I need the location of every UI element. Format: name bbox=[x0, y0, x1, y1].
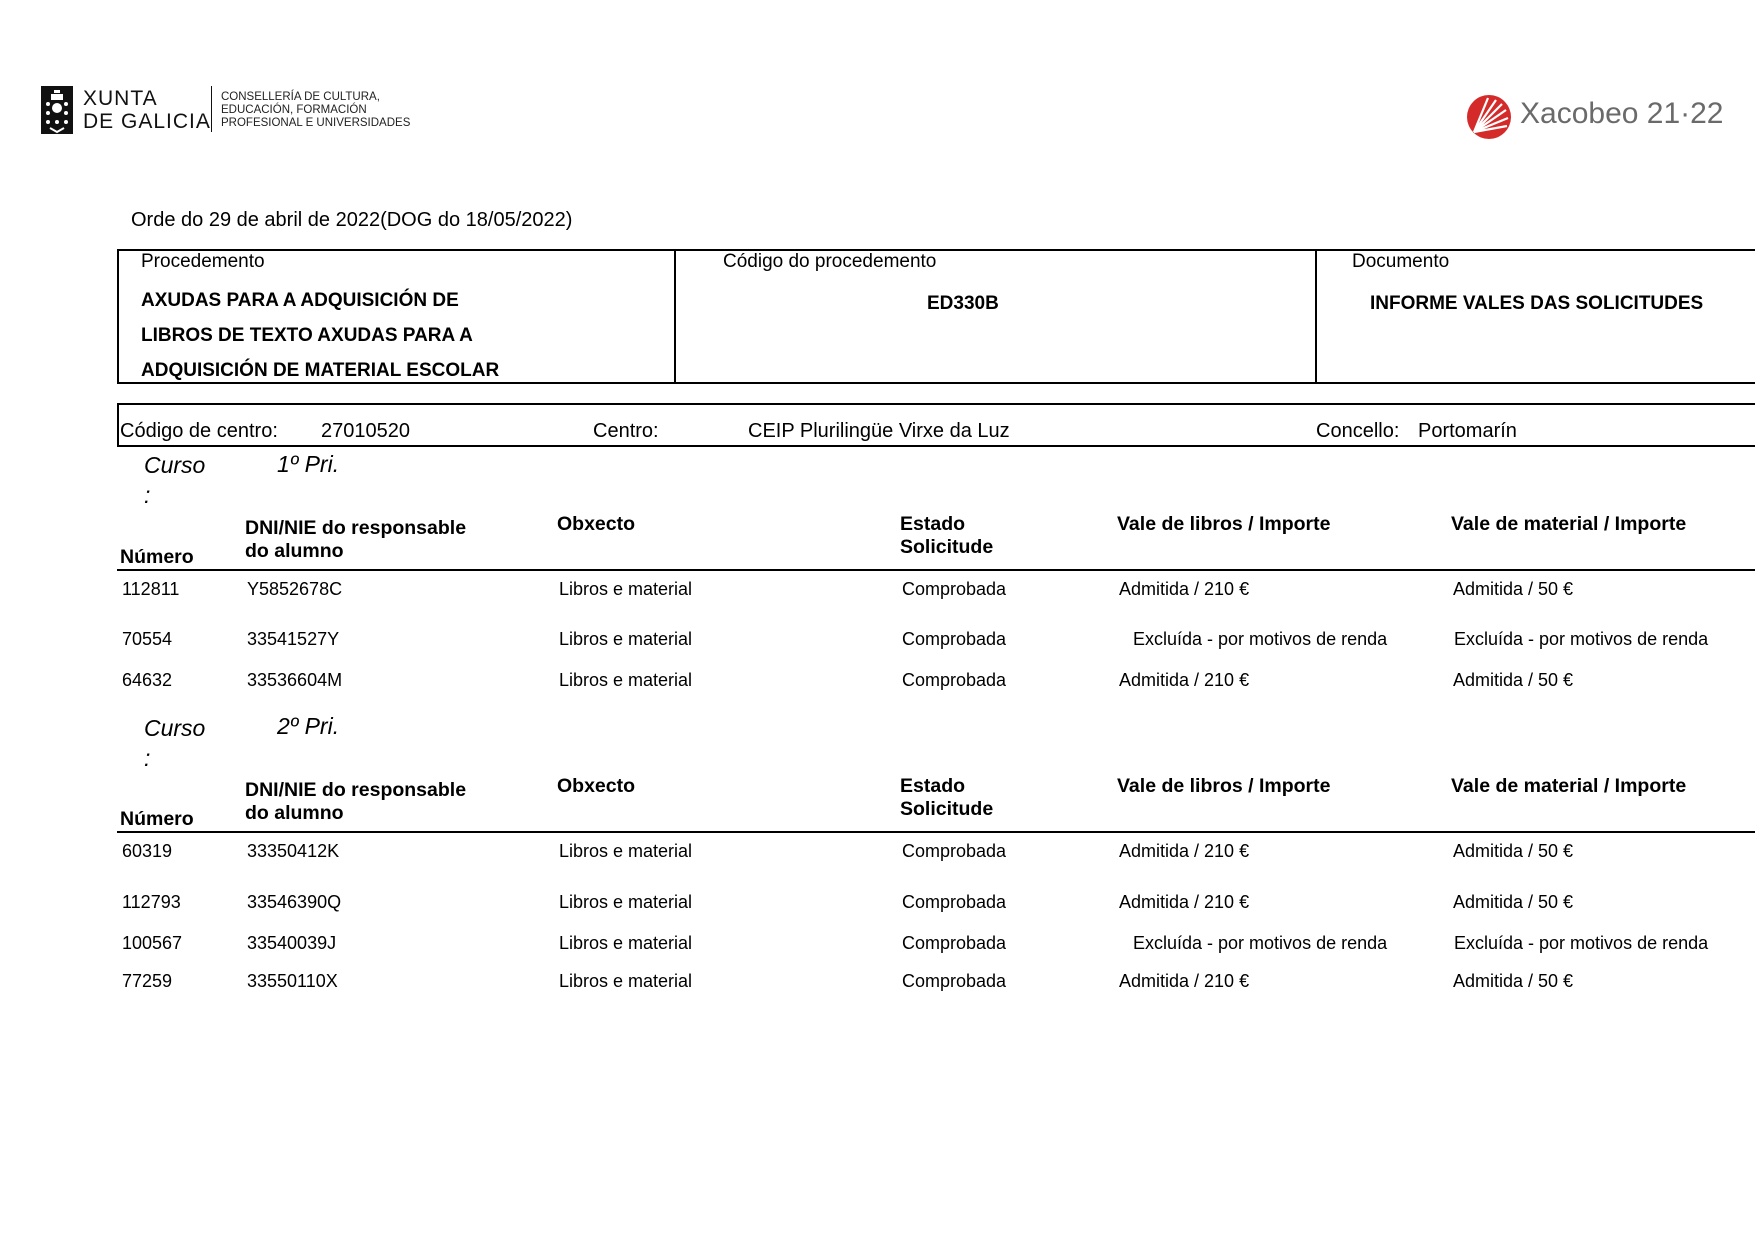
cell-vale-libros: Excluída - por motivos de renda bbox=[1133, 629, 1388, 649]
cell-vale-material: Excluída - por motivos de renda bbox=[1454, 629, 1709, 649]
cell-obxecto: Libros e material bbox=[559, 933, 693, 953]
document-name: INFORME VALES DAS SOLICITUDES bbox=[1370, 293, 1704, 314]
curso-label-colon: : bbox=[144, 745, 151, 771]
xunta-crest-icon bbox=[41, 86, 73, 134]
cell-vale-material: Excluída - por motivos de renda bbox=[1454, 933, 1709, 953]
cell-vale-libros: Admitida / 210 € bbox=[1119, 670, 1250, 690]
cell-vale-libros: Admitida / 210 € bbox=[1119, 579, 1250, 599]
cell-vale-material: Admitida / 50 € bbox=[1453, 841, 1574, 861]
col-header-dni-line2: do alumno bbox=[245, 802, 344, 824]
curso-value: 2º Pri. bbox=[277, 713, 340, 739]
procedure-label: Procedemento bbox=[141, 251, 265, 272]
procedure-divider-1 bbox=[674, 249, 676, 382]
col-header-obxecto: Obxecto bbox=[557, 775, 636, 797]
col-header-vale-material: Vale de material / Importe bbox=[1451, 775, 1687, 797]
cell-vale-material: Admitida / 50 € bbox=[1453, 579, 1574, 599]
col-header-vale-libros: Vale de libros / Importe bbox=[1117, 775, 1331, 797]
cell-estado: Comprobada bbox=[902, 892, 1007, 912]
curso-value: 1º Pri. bbox=[277, 451, 340, 477]
cell-dni: 33541527Y bbox=[247, 629, 340, 649]
cell-dni: Y5852678C bbox=[247, 579, 343, 599]
cell-estado: Comprobada bbox=[902, 933, 1007, 953]
cell-obxecto: Libros e material bbox=[559, 892, 693, 912]
consellaria-name bbox=[221, 91, 410, 130]
cell-dni: 33536604M bbox=[247, 670, 343, 690]
cell-vale-libros: Excluída - por motivos de renda bbox=[1133, 933, 1388, 953]
cell-dni: 33350412K bbox=[247, 841, 340, 861]
cell-vale-material: Admitida / 50 € bbox=[1453, 670, 1574, 690]
col-header-estado bbox=[900, 513, 993, 559]
curso-label-word: Curso bbox=[144, 452, 206, 478]
cell-numero: 60319 bbox=[122, 841, 173, 861]
concello-label: Concello: bbox=[1316, 420, 1400, 442]
cell-numero: 112811 bbox=[122, 579, 180, 599]
cell-dni: 33546390Q bbox=[247, 892, 342, 912]
cell-vale-libros: Admitida / 210 € bbox=[1119, 892, 1250, 912]
cell-numero: 100567 bbox=[122, 933, 183, 953]
cell-numero: 64632 bbox=[122, 670, 173, 690]
centre-code: 27010520 bbox=[321, 420, 410, 442]
xacobeo-shell-icon bbox=[1466, 94, 1512, 140]
col-header-dni-line1: DNI/NIE do responsable bbox=[245, 779, 467, 801]
consellaria-line2: EDUCACIÓN, FORMACIÓN bbox=[221, 104, 367, 116]
cell-estado: Comprobada bbox=[902, 629, 1007, 649]
concello-name: Portomarín bbox=[1418, 420, 1517, 442]
cell-vale-material: Admitida / 50 € bbox=[1453, 892, 1574, 912]
cell-estado: Comprobada bbox=[902, 971, 1007, 991]
cell-estado: Comprobada bbox=[902, 670, 1007, 690]
col-header-obxecto: Obxecto bbox=[557, 513, 636, 535]
cell-vale-libros: Admitida / 210 € bbox=[1119, 841, 1250, 861]
procedure-name-line2: LIBROS DE TEXTO AXUDAS PARA A bbox=[141, 325, 473, 346]
procedure-code: ED330B bbox=[927, 293, 999, 314]
col-header-numero: Número bbox=[120, 546, 194, 568]
col-header-vale-libros: Vale de libros / Importe bbox=[1117, 513, 1331, 535]
col-header-numero: Número bbox=[120, 808, 194, 830]
cell-estado: Comprobada bbox=[902, 841, 1007, 861]
cell-obxecto: Libros e material bbox=[559, 670, 693, 690]
procedure-divider-2 bbox=[1315, 249, 1317, 382]
cell-obxecto: Libros e material bbox=[559, 841, 693, 861]
header-rule bbox=[117, 831, 1755, 833]
centre-name-label: Centro: bbox=[593, 420, 659, 442]
col-header-estado-line2: Solicitude bbox=[900, 536, 994, 558]
curso-label bbox=[144, 450, 205, 510]
cell-estado: Comprobada bbox=[902, 579, 1007, 599]
header-rule bbox=[117, 569, 1755, 571]
centre-name: CEIP Plurilingüe Virxe da Luz bbox=[748, 420, 1010, 442]
curso-label-colon: : bbox=[144, 482, 151, 508]
consellaria-line3: PROFESIONAL E UNIVERSIDADES bbox=[221, 117, 411, 129]
cell-vale-libros: Admitida / 210 € bbox=[1119, 971, 1250, 991]
col-header-estado-line1: Estado bbox=[900, 513, 966, 535]
cell-dni: 33540039J bbox=[247, 933, 337, 953]
curso-label bbox=[144, 713, 205, 773]
col-header-dni bbox=[245, 517, 466, 563]
col-header-estado bbox=[900, 775, 993, 821]
procedure-name-line3: ADQUISICIÓN DE MATERIAL ESCOLAR bbox=[141, 360, 500, 381]
xacobeo-logo-text: Xacobeo 21·22 bbox=[1520, 97, 1724, 130]
cell-numero: 112793 bbox=[122, 892, 181, 912]
curso-label-word: Curso bbox=[144, 715, 206, 741]
col-header-estado-line2: Solicitude bbox=[900, 798, 994, 820]
cell-numero: 70554 bbox=[122, 629, 173, 649]
document-label: Documento bbox=[1352, 251, 1450, 272]
procedure-name-line1: AXUDAS PARA A ADQUISICIÓN DE bbox=[141, 290, 459, 311]
col-header-dni bbox=[245, 779, 466, 825]
logo-divider bbox=[211, 86, 212, 132]
xunta-logo-text bbox=[83, 87, 211, 133]
cell-dni: 33550110X bbox=[247, 971, 338, 991]
consellaria-line1: CONSELLERÍA DE CULTURA, bbox=[221, 91, 380, 103]
procedure-code-label: Código do procedemento bbox=[723, 251, 937, 272]
cell-vale-material: Admitida / 50 € bbox=[1453, 971, 1574, 991]
cell-obxecto: Libros e material bbox=[559, 629, 693, 649]
cell-numero: 77259 bbox=[122, 971, 173, 991]
xunta-line2: DE GALICIA bbox=[83, 110, 211, 133]
col-header-vale-material: Vale de material / Importe bbox=[1451, 513, 1687, 535]
centre-code-label: Código de centro: bbox=[120, 420, 278, 442]
col-header-estado-line1: Estado bbox=[900, 775, 966, 797]
col-header-dni-line1: DNI/NIE do responsable bbox=[245, 517, 467, 539]
procedure-name bbox=[141, 283, 561, 388]
cell-obxecto: Libros e material bbox=[559, 971, 693, 991]
col-header-dni-line2: do alumno bbox=[245, 540, 344, 562]
cell-obxecto: Libros e material bbox=[559, 579, 693, 599]
order-reference: Orde do 29 de abril de 2022(DOG do 18/05/2022) bbox=[131, 209, 573, 231]
xunta-line1: XUNTA bbox=[83, 87, 158, 110]
